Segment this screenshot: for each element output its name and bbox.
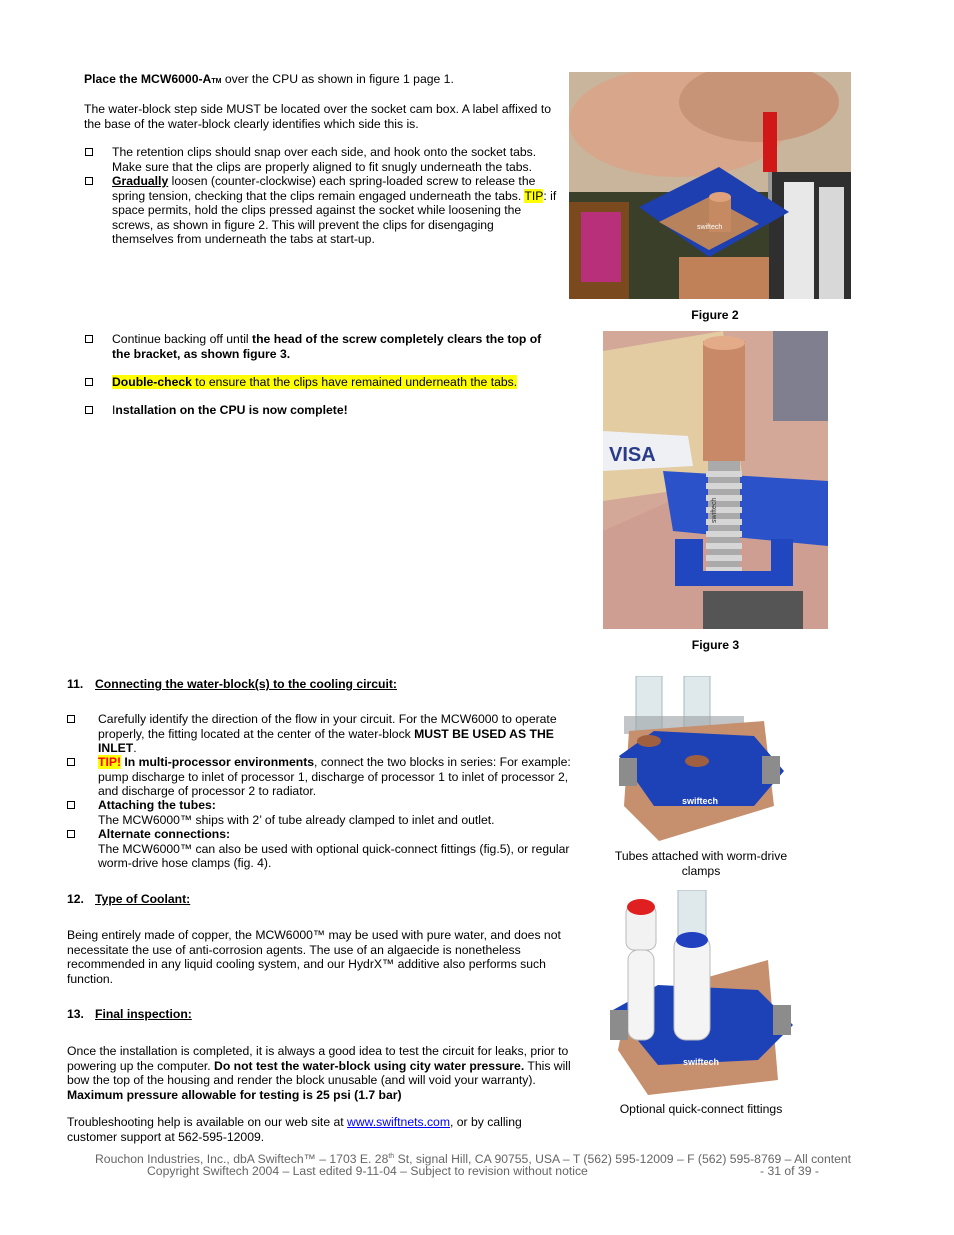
footer-page-number: - 31 of 39 - [760, 1164, 819, 1178]
footer-line1-rest: St, signal Hill, CA 90755, USA – T (562) 595-12009 – F (562) 595-8769 – All content [394, 1152, 852, 1167]
troubleshooting-rest: , or by calling customer support at 562-595-12009. [67, 1115, 522, 1144]
section12-number: 12. [67, 892, 84, 906]
fig3-brand-label: swiftech [711, 497, 718, 523]
installation-pre: I [112, 403, 116, 417]
multi-processor-item [98, 755, 576, 799]
coolant-paragraph: Being entirely made of copper, the MCW6000™ may be used with pure water, and does not necessitate the use of anti-corrosion agents. The use of an algaecide is nonetheless recommended in any liquid cooling system, and our HydrX™ additive also performs such function. [67, 928, 561, 986]
tip-label: TIP [524, 188, 544, 203]
checkbox-bullet [85, 335, 93, 343]
section13-number: 13. [67, 1007, 84, 1021]
gradually-bold: Gradually [112, 174, 169, 188]
double-check-item [112, 375, 562, 390]
flow-direction-item [98, 712, 576, 756]
attaching-tubes-bold: Attaching the tubes: [98, 798, 216, 812]
figure3-caption: Figure 3 [691, 638, 740, 652]
section12-heading: Type of Coolant: [95, 892, 191, 906]
alternate-connections-item [98, 827, 583, 871]
fig5-brand-label: swiftech [683, 1057, 720, 1067]
checkbox-bullet [67, 758, 75, 766]
max-pressure-bold: Maximum pressure allowable for testing is 25 psi (1.7 bar) [67, 1087, 402, 1102]
tip-badge: TIP! [98, 755, 122, 769]
multi-processor-bold: In multi-processor environments [121, 755, 315, 769]
checkbox-bullet [67, 801, 75, 809]
installation-complete-item [112, 403, 562, 418]
figure2-caption: Figure 2 [691, 308, 739, 322]
tip-rest: : if space permits, hold the clips pressed against the socket while loosening the screws, as shown in figure 2. This will prevent the clips for disengaging themselves from underneath the tabs at start-up. [112, 188, 557, 247]
fig2-brand-label: swiftech [697, 224, 723, 231]
tubes-photo [614, 676, 794, 846]
alternate-connections-rest: The MCW6000™ can also be used with optional quick-connect fittings (fig.5), or regular worm-drive hose clamps (fig. 4). [98, 841, 570, 871]
quick-connect-caption: Optional quick-connect fittings [619, 1102, 783, 1116]
final-inspection-paragraph [67, 1044, 585, 1102]
flow-direction-bold: MUST BE USED AS THE INLET [98, 726, 554, 756]
attaching-tubes-item [98, 798, 576, 827]
figure2-photo [569, 72, 851, 299]
checkbox-bullet [85, 378, 93, 386]
section11-number: 11. [67, 677, 84, 691]
step-side-paragraph: The water-block step side MUST be located over the socket cam box. A label affixed to the base of the water-block clearly identifies which side this is. [84, 102, 551, 131]
checkbox-bullet [85, 406, 93, 414]
place-tm: TM [211, 78, 222, 85]
checkbox-bullet [85, 177, 93, 185]
tubes-caption: Tubes attached with worm-drive clamps [614, 849, 788, 878]
place-rest: over the CPU as shown in figure 1 page 1. [221, 72, 454, 86]
troubleshooting-pre: Troubleshooting help is available on our web site at [67, 1115, 348, 1129]
flow-direction-pre: Carefully identify the direction of the flow in your circuit. For the MCW6000 to operate properly, the fitting located at the center of the water-block [98, 712, 557, 741]
place-bold: Place the MCW6000-A [84, 72, 212, 86]
retention-clips-item: The retention clips should snap over each side, and hook onto the socket tabs. Make sure that the clips are properly aligned to fit snugly underneath the tabs. [112, 145, 537, 174]
final-inspection-pre: Once the installation is completed, it is always a good idea to test the circuit for leaks, prior to powering up the computer. [67, 1044, 569, 1073]
gradually-item [112, 174, 557, 247]
backing-off-bold: the head of the screw completely clears the top of the bracket, as shown figure 3. [112, 332, 542, 361]
backing-off-pre: Continue backing off until [112, 332, 253, 346]
gradually-rest: loosen (counter-clockwise) each spring-loaded screw to release the spring tension, checking that the clips remain engaged underneath the tabs. [112, 174, 536, 203]
flow-direction-end: . [133, 741, 137, 756]
footer-line2: Copyright Swiftech 2004 – Last edited 9-11-04 – Subject to revision without notice [147, 1164, 588, 1178]
double-check-rest: to ensure that the clips have remained underneath the tabs. [191, 375, 518, 389]
alternate-connections-bold: Alternate connections: [98, 827, 231, 841]
final-inspection-bold: Do not test the water-block using city water pressure. [214, 1058, 525, 1073]
backing-off-item [112, 332, 562, 361]
multi-processor-rest: , connect the two blocks in series: For example: pump discharge to inlet of processor 1, discharge of processor 1 to inlet of processor 2, and discharge of processor 2 to radiator. [98, 755, 571, 799]
checkbox-bullet [67, 830, 75, 838]
double-check-bold: Double-check [112, 375, 192, 389]
attaching-tubes-rest: The MCW6000™ ships with 2’ of tube already clamped to inlet and outlet. [98, 812, 495, 827]
figure3-photo [603, 331, 828, 629]
checkbox-bullet [67, 715, 75, 723]
fig3-card-text: VISA [609, 444, 656, 466]
footer-line1-sup: th [388, 1153, 395, 1160]
final-inspection-rest: This will bow the top of the housing and render the block unusable (and will void your warranty). [67, 1058, 571, 1088]
website-link[interactable]: www.swiftnets.com [347, 1115, 450, 1129]
checkbox-bullet [85, 148, 93, 156]
section11-heading: Connecting the water-block(s) to the cooling circuit: [95, 677, 397, 691]
footer-line1-pre: Rouchon Industries, Inc., dbA Swiftech™ – 1703 E. 28 [95, 1152, 389, 1167]
quick-connect-photo [608, 890, 796, 1098]
place-paragraph [84, 72, 554, 90]
section13-heading: Final inspection: [95, 1007, 192, 1021]
troubleshooting-paragraph [67, 1115, 567, 1144]
installation-bold: nstallation on the CPU is now complete! [115, 403, 348, 417]
fig4-brand-label: swiftech [682, 796, 719, 806]
